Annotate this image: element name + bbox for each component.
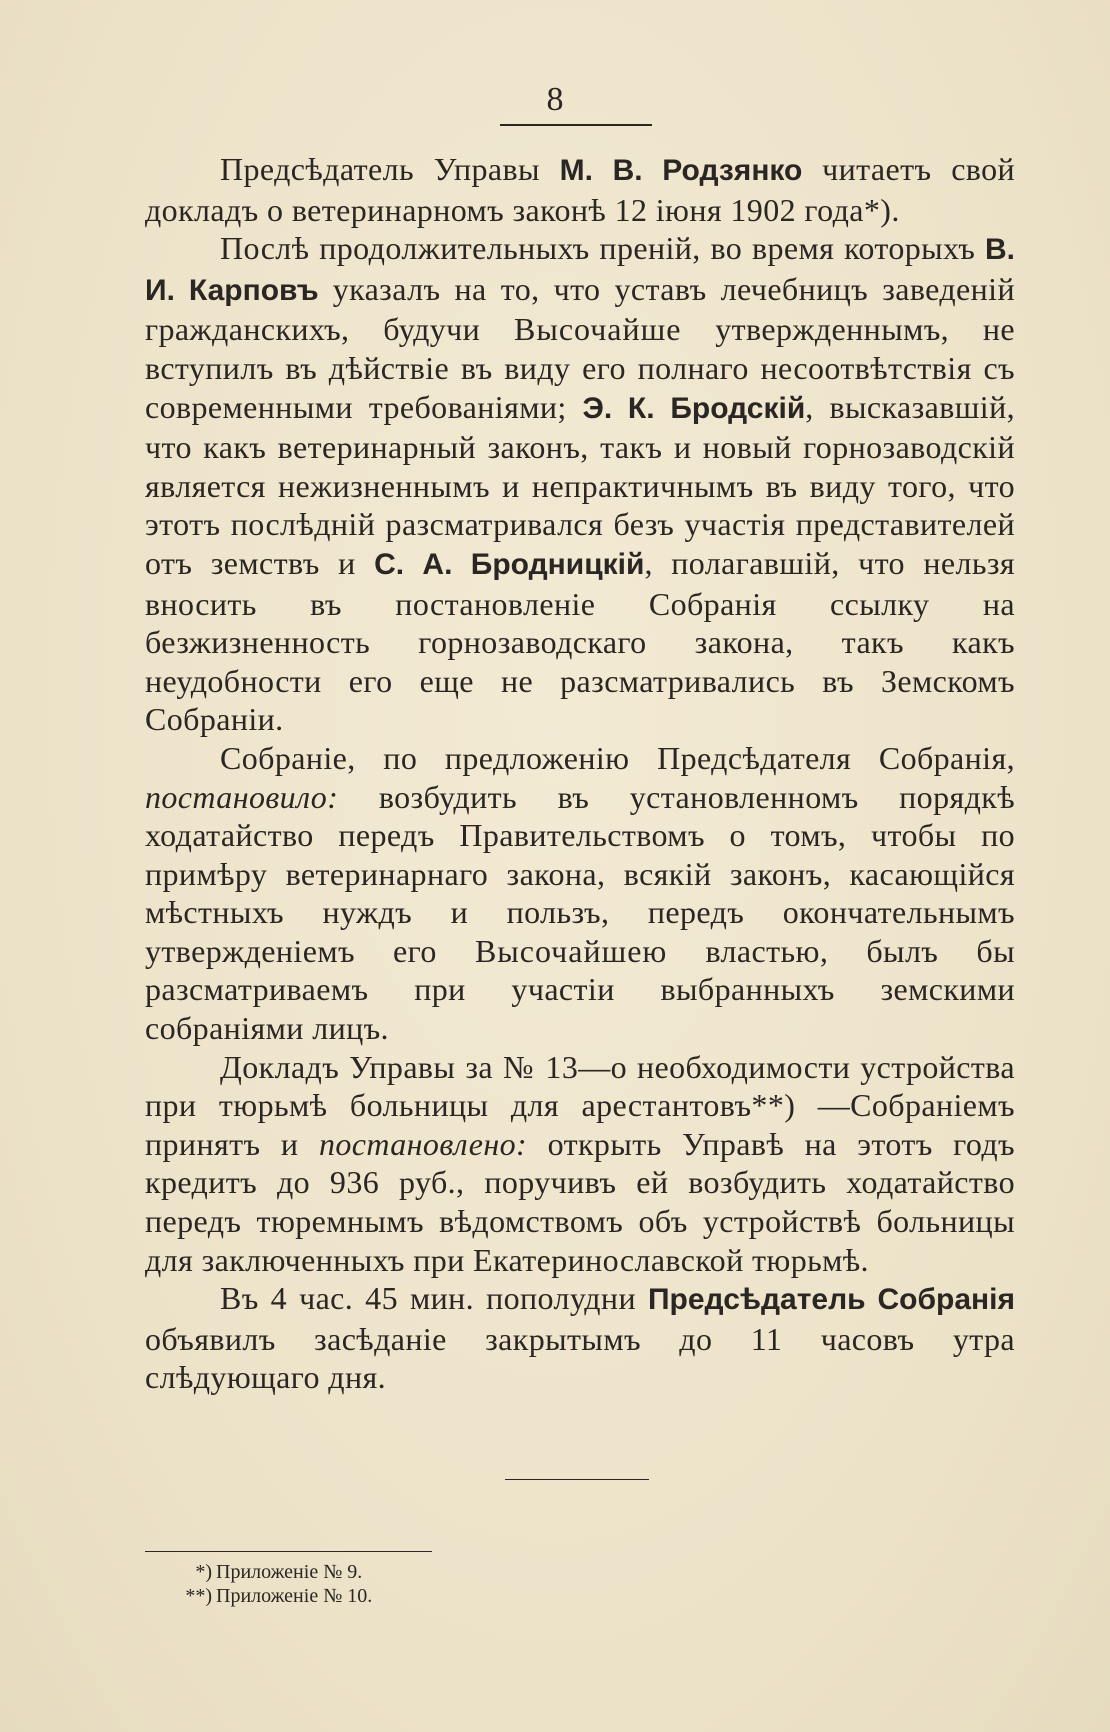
footnote: [168, 1560, 568, 1584]
text-run: открыть Управѣ на этотъ годъ кредитъ до 936 руб., поручивъ ей возбудить ходатайство передъ тюремнымъ вѣдомствомъ объ устройствѣ больницы для заключенныхъ при Екатеринославской тюрьмѣ.: [145, 1125, 1016, 1278]
paragraph: [145, 229, 1015, 739]
text-run: Докладъ Управы за № 13—о необходимости устройства при тюрьмѣ больницы для арестантовъ**) —Собраніемъ принятъ и: [145, 1048, 1015, 1162]
bold-name: М. В. Родзянко: [559, 154, 803, 187]
section-end-rule: [505, 1479, 649, 1480]
text-run: читаетъ свой докладъ о ветеринарномъ законѣ 12 іюня 1902 года*).: [145, 151, 1016, 228]
paragraph: [145, 1279, 1015, 1397]
footnote-mark: *): [195, 1561, 212, 1583]
text-run: , полагавшій, что нельзя вносить въ постановленіе Собранія ссылку на безжизненность горнозаводскаго закона, такъ какъ неудобности его еще не разсматривались въ Земскомъ Собраніи.: [145, 544, 1016, 738]
text-run: Предсѣдатель Управы: [220, 151, 560, 187]
paragraph: [145, 739, 1015, 1048]
text-run: Въ 4 час. 45 мин. пополудни: [220, 1280, 648, 1317]
spaced-term: Высочайше: [513, 311, 682, 348]
text-run: Послѣ продолжительныхъ преній, во время которыхъ: [220, 230, 985, 267]
footnote-rule: [145, 1551, 432, 1552]
text-run: властью, былъ бы разсматриваемъ при участіи выбранныхъ земскими собраніями лицъ.: [145, 932, 1015, 1047]
bold-name: В. И. Карповъ: [145, 233, 1015, 307]
footnote-text: Приложеніе № 9.: [216, 1561, 363, 1583]
footnote-mark: **): [185, 1585, 212, 1607]
text-run: объявилъ засѣданіе закрытымъ до 11 часовъ утра слѣдующаго дня.: [145, 1320, 1015, 1396]
bold-name: Э. К. Бродскій: [582, 391, 806, 425]
paragraph: [145, 1048, 1015, 1280]
footnotes: [168, 1560, 568, 1608]
text-run: возбудить въ установленномъ порядкѣ ходатайство передъ Правительствомъ о томъ, чтобы по примѣру ветеринарнаго закона, всякій законъ, касающійся мѣстныхъ нуждъ и пользъ, передъ окончательнымъ утвержденіемъ его: [145, 778, 1015, 969]
italic-term: постановило:: [145, 778, 339, 815]
header-rule: [500, 124, 652, 126]
italic-term: постановлено:: [318, 1125, 528, 1162]
text-run: утвержденнымъ, не вступилъ въ дѣйствіе въ виду его полнаго несоотвѣтствія съ современными требованіями;: [145, 311, 1015, 425]
paragraph: [145, 150, 1015, 229]
text-run: , высказавшій, что какъ ветеринарный законъ, такъ и новый горнозаводскій является нежизненнымъ и непрактичнымъ въ виду того, что этотъ послѣдній разсматривался безъ участія представителей отъ земствъ и: [145, 388, 1015, 581]
bold-name: Предсѣдатель Собранія: [647, 1283, 1015, 1317]
footnote: [168, 1584, 568, 1608]
body-text: [145, 150, 1015, 1397]
spaced-term: Высочайшею: [474, 932, 668, 969]
text-run: Собраніе, по предложенію Предсѣдателя Собранія,: [220, 739, 1015, 776]
bold-name: С. А. Бродницкій: [374, 547, 645, 581]
page-number: 8: [546, 81, 564, 118]
footnote-text: Приложеніе № 10.: [216, 1585, 373, 1607]
text-run: указалъ на то, что уставъ лечебницъ заведеній гражданскихъ, будучи: [145, 270, 1015, 348]
